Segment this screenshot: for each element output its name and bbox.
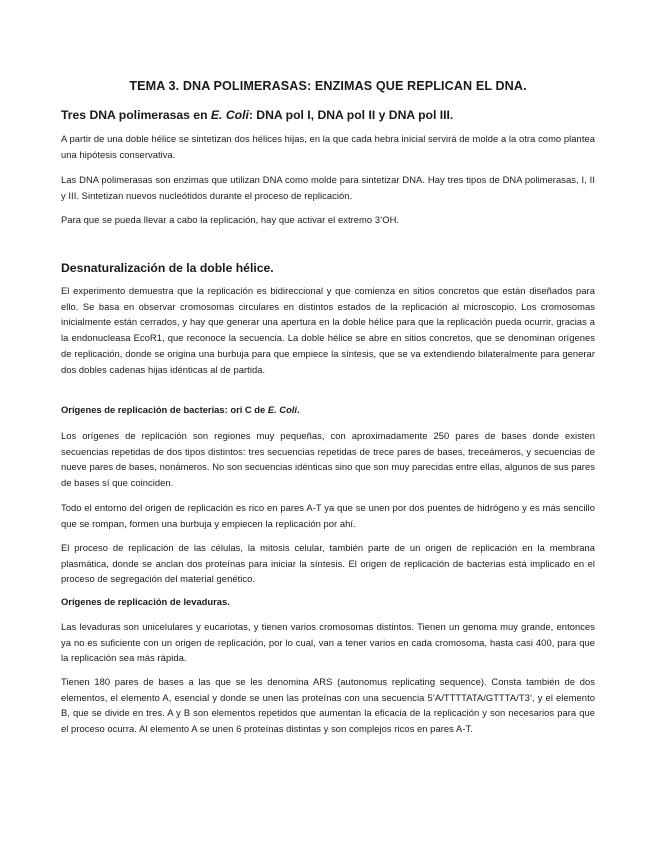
- bacteria-heading-before: Orígenes de replicación de bacterias: ori C de: [61, 404, 268, 415]
- bacteria-heading-after: .: [297, 404, 300, 415]
- intro-paragraph-2: Las DNA polimerasas son enzimas que utilizan DNA como molde para sintetizar DNA. Hay tres tipos de DNA polimerasas, I, II y III. Sintetizan nuevos nucleótidos durante el proceso de replicación.: [61, 174, 595, 201]
- page-title: TEMA 3. DNA POLIMERASAS: ENZIMAS QUE REPLICAN EL DNA.: [129, 79, 527, 93]
- yeast-paragraph-1: Las levaduras son unicelulares y eucariotas, y tienen varios cromosomas distintos. Tienen un genoma muy grande, entonces ya no es suficiente con un origen de replicación, por lo cual, van a tener varios en cada cromosoma, hasta casi 400, para que la replicación sea más rápida.: [61, 621, 595, 664]
- subtitle-text-before: Tres DNA polimerasas en: [61, 108, 211, 122]
- yeast-paragraph-2: Tienen 180 pares de bases a las que se les denomina ARS (autonomus replicating sequence). Consta también de dos elementos, el elemento A, esencial y donde se unen las proteínas con una secuencia 5’A/TTTTATA/GTTTA/T3’, y el elemento B, que se divide en tres. A y B son elementos repetidos que aumentan la eficacia de la replicación y son necesarios para que el proceso ocurra. Al elemento A se unen 6 proteínas distintas y son complejos ricos en pares A-T.: [61, 676, 595, 735]
- bacteria-paragraph-1: Los orígenes de replicación son regiones muy pequeñas, con aproximadamente 250 pares de bases donde existen secuencias repetidas de dos tipos distintos: tres secuencias repetidas de trece pares de bases, treceámeros, y secuencias de nueve pares de bases, nonámeros. No son secuencias idénticas sino que son muy parecidas entre ellas, algunos de sus pares de bases sí que coinciden.: [61, 430, 595, 489]
- subtitle-text-after: : DNA pol I, DNA pol II y DNA pol III.: [248, 108, 454, 122]
- heading-origenes-bacterias: [61, 404, 300, 415]
- bacteria-heading-organism: E. Coli: [267, 404, 298, 415]
- section-heading-desnaturalizacion: Desnaturalización de la doble hélice.: [61, 261, 274, 275]
- section-paragraph-1: El experimento demuestra que la replicación es bidireccional y que comienza en sitios concretos que están diseñados para ello. Se basa en observar cromosomas circulares en distintos estados de la replicación al microscopio. Los cromosomas inicialmente están cerrados, y hay que generar una apertura en la doble hélice para que la replicación pueda ocurrir, gracias a la endonucleasa EcoR1, que reconoce la secuencia. La doble hélice se abre en sitios concretos, que se denominan orígenes de replicación, donde se origina una burbuja para que empiece la síntesis, que se va extendiendo bilateralmente para generar dos dobles cadenas hijas idénticas al de partida.: [61, 285, 595, 375]
- bacteria-paragraph-3: El proceso de replicación de las células, la mitosis celular, también parte de un origen de replicación en la membrana plasmática, donde se anclan dos proteínas para iniciar la síntesis. El origen de replicación de bacterias está implicado en el proceso de segregación del material genético.: [61, 542, 595, 585]
- intro-paragraph-3: Para que se pueda llevar a cabo la replicación, hay que activar el extremo 3’OH.: [61, 214, 400, 225]
- intro-paragraph-1: A partir de una doble hélice se sintetizan dos hélices hijas, en la que cada hebra inicial servirá de molde a la otra como plantea una hipótesis conservativa.: [61, 133, 595, 160]
- heading-origenes-levaduras: Orígenes de replicación de levaduras.: [61, 596, 230, 607]
- subtitle-organism: E. Coli: [210, 108, 249, 122]
- bacteria-paragraph-2: Todo el entorno del origen de replicación es rico en pares A-T ya que se unen por dos puentes de hidrógeno y es más sencillo que se rompan, formen una burbuja y empiecen la replicación por ahí.: [61, 502, 595, 529]
- subtitle-dna-polimerasas: [61, 108, 453, 122]
